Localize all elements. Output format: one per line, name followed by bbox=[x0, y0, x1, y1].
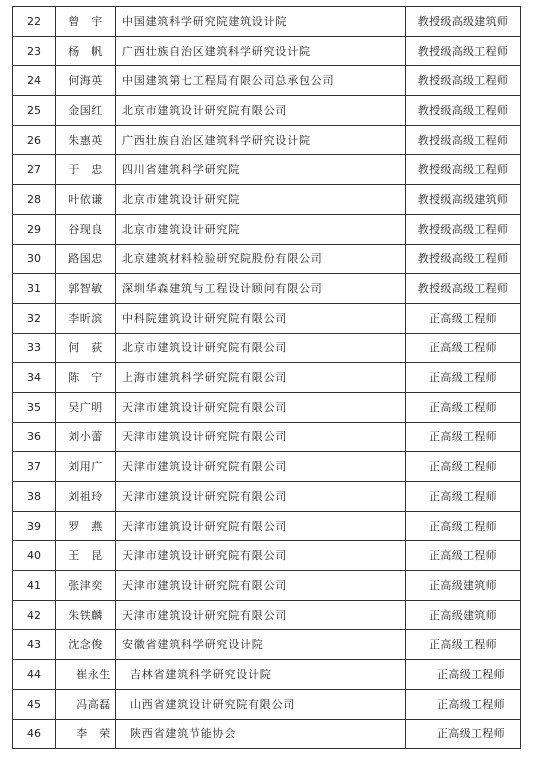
row-number-cell bbox=[13, 214, 56, 244]
row-number-cell bbox=[13, 333, 56, 363]
title-cell-text: 正高级工程师 bbox=[429, 371, 497, 385]
organization-cell bbox=[116, 511, 406, 541]
organization-cell bbox=[116, 719, 406, 749]
table-row bbox=[13, 155, 521, 185]
organization-cell bbox=[116, 66, 406, 96]
organization-cell bbox=[116, 274, 406, 304]
name-cell-text: 李昕滨 bbox=[68, 311, 103, 325]
organization-cell bbox=[116, 244, 406, 274]
title-cell bbox=[406, 125, 521, 155]
row-number-cell bbox=[13, 125, 56, 155]
row-number-cell bbox=[13, 571, 56, 601]
row-number-cell-text: 46 bbox=[27, 727, 41, 741]
name-cell bbox=[56, 660, 116, 690]
name-cell bbox=[56, 96, 116, 126]
title-cell bbox=[406, 689, 521, 719]
title-cell-text: 教授级高级工程师 bbox=[417, 222, 509, 236]
row-number-cell bbox=[13, 660, 56, 690]
name-cell-text: 刘祖玲 bbox=[68, 489, 103, 503]
name-cell bbox=[56, 244, 116, 274]
organization-cell bbox=[116, 571, 406, 601]
table-row bbox=[13, 630, 521, 660]
name-cell bbox=[56, 392, 116, 422]
row-number-cell bbox=[13, 511, 56, 541]
table-row bbox=[13, 541, 521, 571]
row-number-cell-text: 26 bbox=[27, 133, 41, 147]
row-number-cell bbox=[13, 482, 56, 512]
title-cell-text: 正高级工程师 bbox=[429, 489, 497, 503]
organization-cell-text: 天津市建筑设计研究院有限公司 bbox=[122, 608, 288, 622]
name-cell-text: 曾 宇 bbox=[68, 14, 103, 28]
title-cell bbox=[406, 660, 521, 690]
table-row bbox=[13, 7, 521, 37]
name-cell-text: 沈念俊 bbox=[68, 638, 103, 652]
table-row bbox=[13, 303, 521, 333]
row-number-cell bbox=[13, 66, 56, 96]
name-cell bbox=[56, 630, 116, 660]
row-number-cell bbox=[13, 155, 56, 185]
name-cell bbox=[56, 125, 116, 155]
row-number-cell bbox=[13, 244, 56, 274]
row-number-cell bbox=[13, 689, 56, 719]
organization-cell bbox=[116, 36, 406, 66]
row-number-cell bbox=[13, 719, 56, 749]
title-cell-text: 教授级高级工程师 bbox=[417, 133, 509, 147]
organization-cell bbox=[116, 689, 406, 719]
name-cell-text: 李 荣 bbox=[76, 727, 111, 741]
table-row bbox=[13, 600, 521, 630]
organization-cell-text: 天津市建筑设计研究院有限公司 bbox=[122, 519, 288, 533]
organization-cell bbox=[116, 214, 406, 244]
title-cell bbox=[406, 333, 521, 363]
name-cell-text: 罗 燕 bbox=[68, 519, 103, 533]
title-cell bbox=[406, 630, 521, 660]
row-number-cell bbox=[13, 600, 56, 630]
row-number-cell-text: 37 bbox=[27, 460, 41, 474]
row-number-cell-text: 42 bbox=[27, 608, 41, 622]
table-row bbox=[13, 185, 521, 215]
organization-cell-text: 天津市建筑设计研究院有限公司 bbox=[122, 460, 288, 474]
name-cell-text: 冯高磊 bbox=[76, 697, 111, 711]
name-cell bbox=[56, 571, 116, 601]
title-cell-text: 教授级高级工程师 bbox=[417, 103, 509, 117]
title-cell bbox=[406, 244, 521, 274]
table-row bbox=[13, 482, 521, 512]
row-number-cell-text: 34 bbox=[27, 371, 41, 385]
row-number-cell-text: 39 bbox=[27, 519, 41, 533]
organization-cell-text: 上海市建筑科学研究院有限公司 bbox=[122, 371, 288, 385]
organization-cell bbox=[116, 541, 406, 571]
title-cell-text: 教授级高级工程师 bbox=[417, 282, 509, 296]
row-number-cell-text: 28 bbox=[27, 192, 41, 206]
organization-cell-text: 吉林省建筑科学研究设计院 bbox=[130, 667, 272, 681]
organization-cell-text: 北京市建筑设计研究院 bbox=[122, 222, 240, 236]
name-cell bbox=[56, 541, 116, 571]
name-cell bbox=[56, 66, 116, 96]
row-number-cell-text: 29 bbox=[27, 222, 41, 236]
name-cell bbox=[56, 303, 116, 333]
name-cell-text: 刘小蕾 bbox=[68, 430, 103, 444]
name-cell-text: 王 昆 bbox=[68, 549, 103, 563]
row-number-cell bbox=[13, 392, 56, 422]
name-cell bbox=[56, 600, 116, 630]
title-cell bbox=[406, 719, 521, 749]
organization-cell bbox=[116, 630, 406, 660]
title-cell bbox=[406, 7, 521, 37]
table-row bbox=[13, 392, 521, 422]
organization-cell-text: 天津市建筑设计研究院有限公司 bbox=[122, 400, 288, 414]
organization-cell-text: 中科院建筑设计研究院有限公司 bbox=[122, 311, 288, 325]
title-cell-text: 教授级高级工程师 bbox=[417, 252, 509, 266]
name-cell bbox=[56, 422, 116, 452]
roster-body bbox=[13, 7, 521, 749]
title-cell bbox=[406, 214, 521, 244]
row-number-cell-text: 31 bbox=[27, 282, 41, 296]
title-cell-text: 正高级工程师 bbox=[429, 341, 497, 355]
table-row bbox=[13, 363, 521, 393]
row-number-cell bbox=[13, 185, 56, 215]
row-number-cell-text: 40 bbox=[27, 549, 41, 563]
row-number-cell-text: 41 bbox=[27, 578, 41, 592]
title-cell-text: 正高级工程师 bbox=[429, 460, 497, 474]
row-number-cell bbox=[13, 7, 56, 37]
title-cell bbox=[406, 274, 521, 304]
document-page bbox=[12, 6, 512, 749]
title-cell-text: 教授级高级工程师 bbox=[417, 74, 509, 88]
name-cell bbox=[56, 689, 116, 719]
organization-cell-text: 天津市建筑设计研究院有限公司 bbox=[122, 549, 288, 563]
title-cell bbox=[406, 36, 521, 66]
name-cell bbox=[56, 482, 116, 512]
table-row bbox=[13, 571, 521, 601]
table-row bbox=[13, 689, 521, 719]
organization-cell bbox=[116, 660, 406, 690]
title-cell-text: 正高级工程师 bbox=[437, 667, 505, 681]
name-cell-text: 张津奕 bbox=[68, 578, 103, 592]
organization-cell-text: 天津市建筑设计研究院有限公司 bbox=[122, 578, 288, 592]
row-number-cell-text: 22 bbox=[27, 14, 41, 28]
title-cell bbox=[406, 392, 521, 422]
table-row bbox=[13, 333, 521, 363]
table-row bbox=[13, 452, 521, 482]
organization-cell bbox=[116, 600, 406, 630]
name-cell-text: 路国忠 bbox=[68, 252, 103, 266]
row-number-cell-text: 30 bbox=[27, 252, 41, 266]
organization-cell-text: 陕西省建筑节能协会 bbox=[130, 727, 237, 741]
name-cell bbox=[56, 36, 116, 66]
row-number-cell bbox=[13, 303, 56, 333]
name-cell bbox=[56, 214, 116, 244]
organization-cell-text: 山西省建筑设计研究院有限公司 bbox=[130, 697, 296, 711]
name-cell bbox=[56, 452, 116, 482]
row-number-cell bbox=[13, 36, 56, 66]
row-number-cell bbox=[13, 96, 56, 126]
title-cell-text: 教授级高级工程师 bbox=[417, 44, 509, 58]
row-number-cell-text: 24 bbox=[27, 74, 41, 88]
organization-cell-text: 天津市建筑设计研究院有限公司 bbox=[122, 430, 288, 444]
title-cell-text: 教授级高级建筑师 bbox=[417, 14, 509, 28]
title-cell-text: 教授级高级建筑师 bbox=[417, 192, 509, 206]
name-cell bbox=[56, 333, 116, 363]
name-cell-text: 于 忠 bbox=[68, 163, 103, 177]
expert-roster-table bbox=[12, 6, 521, 749]
table-row bbox=[13, 125, 521, 155]
table-row bbox=[13, 719, 521, 749]
name-cell bbox=[56, 185, 116, 215]
row-number-cell-text: 35 bbox=[27, 400, 41, 414]
name-cell-text: 朱惠英 bbox=[68, 133, 103, 147]
title-cell bbox=[406, 482, 521, 512]
row-number-cell-text: 45 bbox=[27, 697, 41, 711]
title-cell-text: 正高级工程师 bbox=[429, 638, 497, 652]
organization-cell-text: 广西壮族自治区建筑科学研究设计院 bbox=[122, 133, 311, 147]
name-cell-text: 朱铁麟 bbox=[68, 608, 103, 622]
title-cell-text: 正高级工程师 bbox=[429, 311, 497, 325]
title-cell bbox=[406, 571, 521, 601]
table-row bbox=[13, 274, 521, 304]
title-cell bbox=[406, 66, 521, 96]
row-number-cell-text: 33 bbox=[27, 341, 41, 355]
title-cell-text: 教授级高级工程师 bbox=[417, 163, 509, 177]
name-cell-text: 陈 宁 bbox=[68, 371, 103, 385]
name-cell-text: 杨 帆 bbox=[68, 44, 103, 58]
title-cell-text: 正高级工程师 bbox=[429, 549, 497, 563]
row-number-cell-text: 32 bbox=[27, 311, 41, 325]
title-cell-text: 正高级工程师 bbox=[437, 727, 505, 741]
row-number-cell bbox=[13, 422, 56, 452]
organization-cell-text: 广西壮族自治区建筑科学研究设计院 bbox=[122, 44, 311, 58]
table-row bbox=[13, 511, 521, 541]
name-cell bbox=[56, 363, 116, 393]
row-number-cell bbox=[13, 630, 56, 660]
organization-cell-text: 北京建筑材料检验研究院股份有限公司 bbox=[122, 252, 323, 266]
organization-cell bbox=[116, 482, 406, 512]
organization-cell bbox=[116, 96, 406, 126]
organization-cell-text: 中国建筑第七工程局有限公司总承包公司 bbox=[122, 74, 335, 88]
row-number-cell-text: 44 bbox=[27, 667, 41, 681]
name-cell-text: 吴广明 bbox=[68, 400, 103, 414]
name-cell-text: 刘用广 bbox=[68, 460, 103, 474]
organization-cell bbox=[116, 363, 406, 393]
title-cell-text: 正高级工程师 bbox=[429, 400, 497, 414]
row-number-cell-text: 25 bbox=[27, 103, 41, 117]
organization-cell bbox=[116, 392, 406, 422]
row-number-cell bbox=[13, 541, 56, 571]
row-number-cell-text: 36 bbox=[27, 430, 41, 444]
row-number-cell bbox=[13, 274, 56, 304]
name-cell-text: 郭智敏 bbox=[68, 282, 103, 296]
organization-cell-text: 深圳华森建筑与工程设计顾问有限公司 bbox=[122, 282, 323, 296]
organization-cell-text: 天津市建筑设计研究院有限公司 bbox=[122, 489, 288, 503]
organization-cell-text: 北京市建筑设计研究院有限公司 bbox=[122, 103, 288, 117]
row-number-cell-text: 38 bbox=[27, 489, 41, 503]
title-cell bbox=[406, 452, 521, 482]
table-row bbox=[13, 214, 521, 244]
organization-cell bbox=[116, 333, 406, 363]
organization-cell-text: 北京市建筑设计研究院 bbox=[122, 192, 240, 206]
title-cell bbox=[406, 541, 521, 571]
title-cell-text: 正高级建筑师 bbox=[429, 578, 497, 592]
organization-cell-text: 中国建筑科学研究院建筑设计院 bbox=[122, 14, 288, 28]
organization-cell bbox=[116, 422, 406, 452]
organization-cell bbox=[116, 125, 406, 155]
organization-cell bbox=[116, 303, 406, 333]
name-cell-text: 何海英 bbox=[68, 74, 103, 88]
name-cell bbox=[56, 719, 116, 749]
title-cell-text: 正高级工程师 bbox=[429, 519, 497, 533]
name-cell-text: 金国红 bbox=[68, 103, 103, 117]
title-cell-text: 正高级建筑师 bbox=[429, 608, 497, 622]
organization-cell-text: 安徽省建筑科学研究设计院 bbox=[122, 638, 264, 652]
row-number-cell bbox=[13, 363, 56, 393]
title-cell bbox=[406, 303, 521, 333]
title-cell bbox=[406, 422, 521, 452]
organization-cell bbox=[116, 452, 406, 482]
row-number-cell-text: 43 bbox=[27, 638, 41, 652]
name-cell bbox=[56, 274, 116, 304]
title-cell bbox=[406, 185, 521, 215]
row-number-cell bbox=[13, 452, 56, 482]
table-row bbox=[13, 422, 521, 452]
table-row bbox=[13, 96, 521, 126]
title-cell bbox=[406, 96, 521, 126]
organization-cell bbox=[116, 7, 406, 37]
name-cell-text: 何 荻 bbox=[68, 341, 103, 355]
title-cell bbox=[406, 155, 521, 185]
name-cell bbox=[56, 7, 116, 37]
title-cell bbox=[406, 600, 521, 630]
organization-cell-text: 北京市建筑设计研究院有限公司 bbox=[122, 341, 288, 355]
title-cell bbox=[406, 511, 521, 541]
table-row bbox=[13, 36, 521, 66]
table-row bbox=[13, 66, 521, 96]
table-row bbox=[13, 660, 521, 690]
name-cell-text: 崔永生 bbox=[76, 667, 111, 681]
title-cell-text: 正高级工程师 bbox=[437, 697, 505, 711]
title-cell-text: 正高级工程师 bbox=[429, 430, 497, 444]
name-cell bbox=[56, 155, 116, 185]
name-cell-text: 谷现良 bbox=[68, 222, 103, 236]
organization-cell bbox=[116, 155, 406, 185]
name-cell-text: 叶依谦 bbox=[68, 192, 103, 206]
organization-cell-text: 四川省建筑科学研究院 bbox=[122, 163, 240, 177]
name-cell bbox=[56, 511, 116, 541]
row-number-cell-text: 23 bbox=[27, 44, 41, 58]
organization-cell bbox=[116, 185, 406, 215]
table-row bbox=[13, 244, 521, 274]
title-cell bbox=[406, 363, 521, 393]
row-number-cell-text: 27 bbox=[27, 163, 41, 177]
